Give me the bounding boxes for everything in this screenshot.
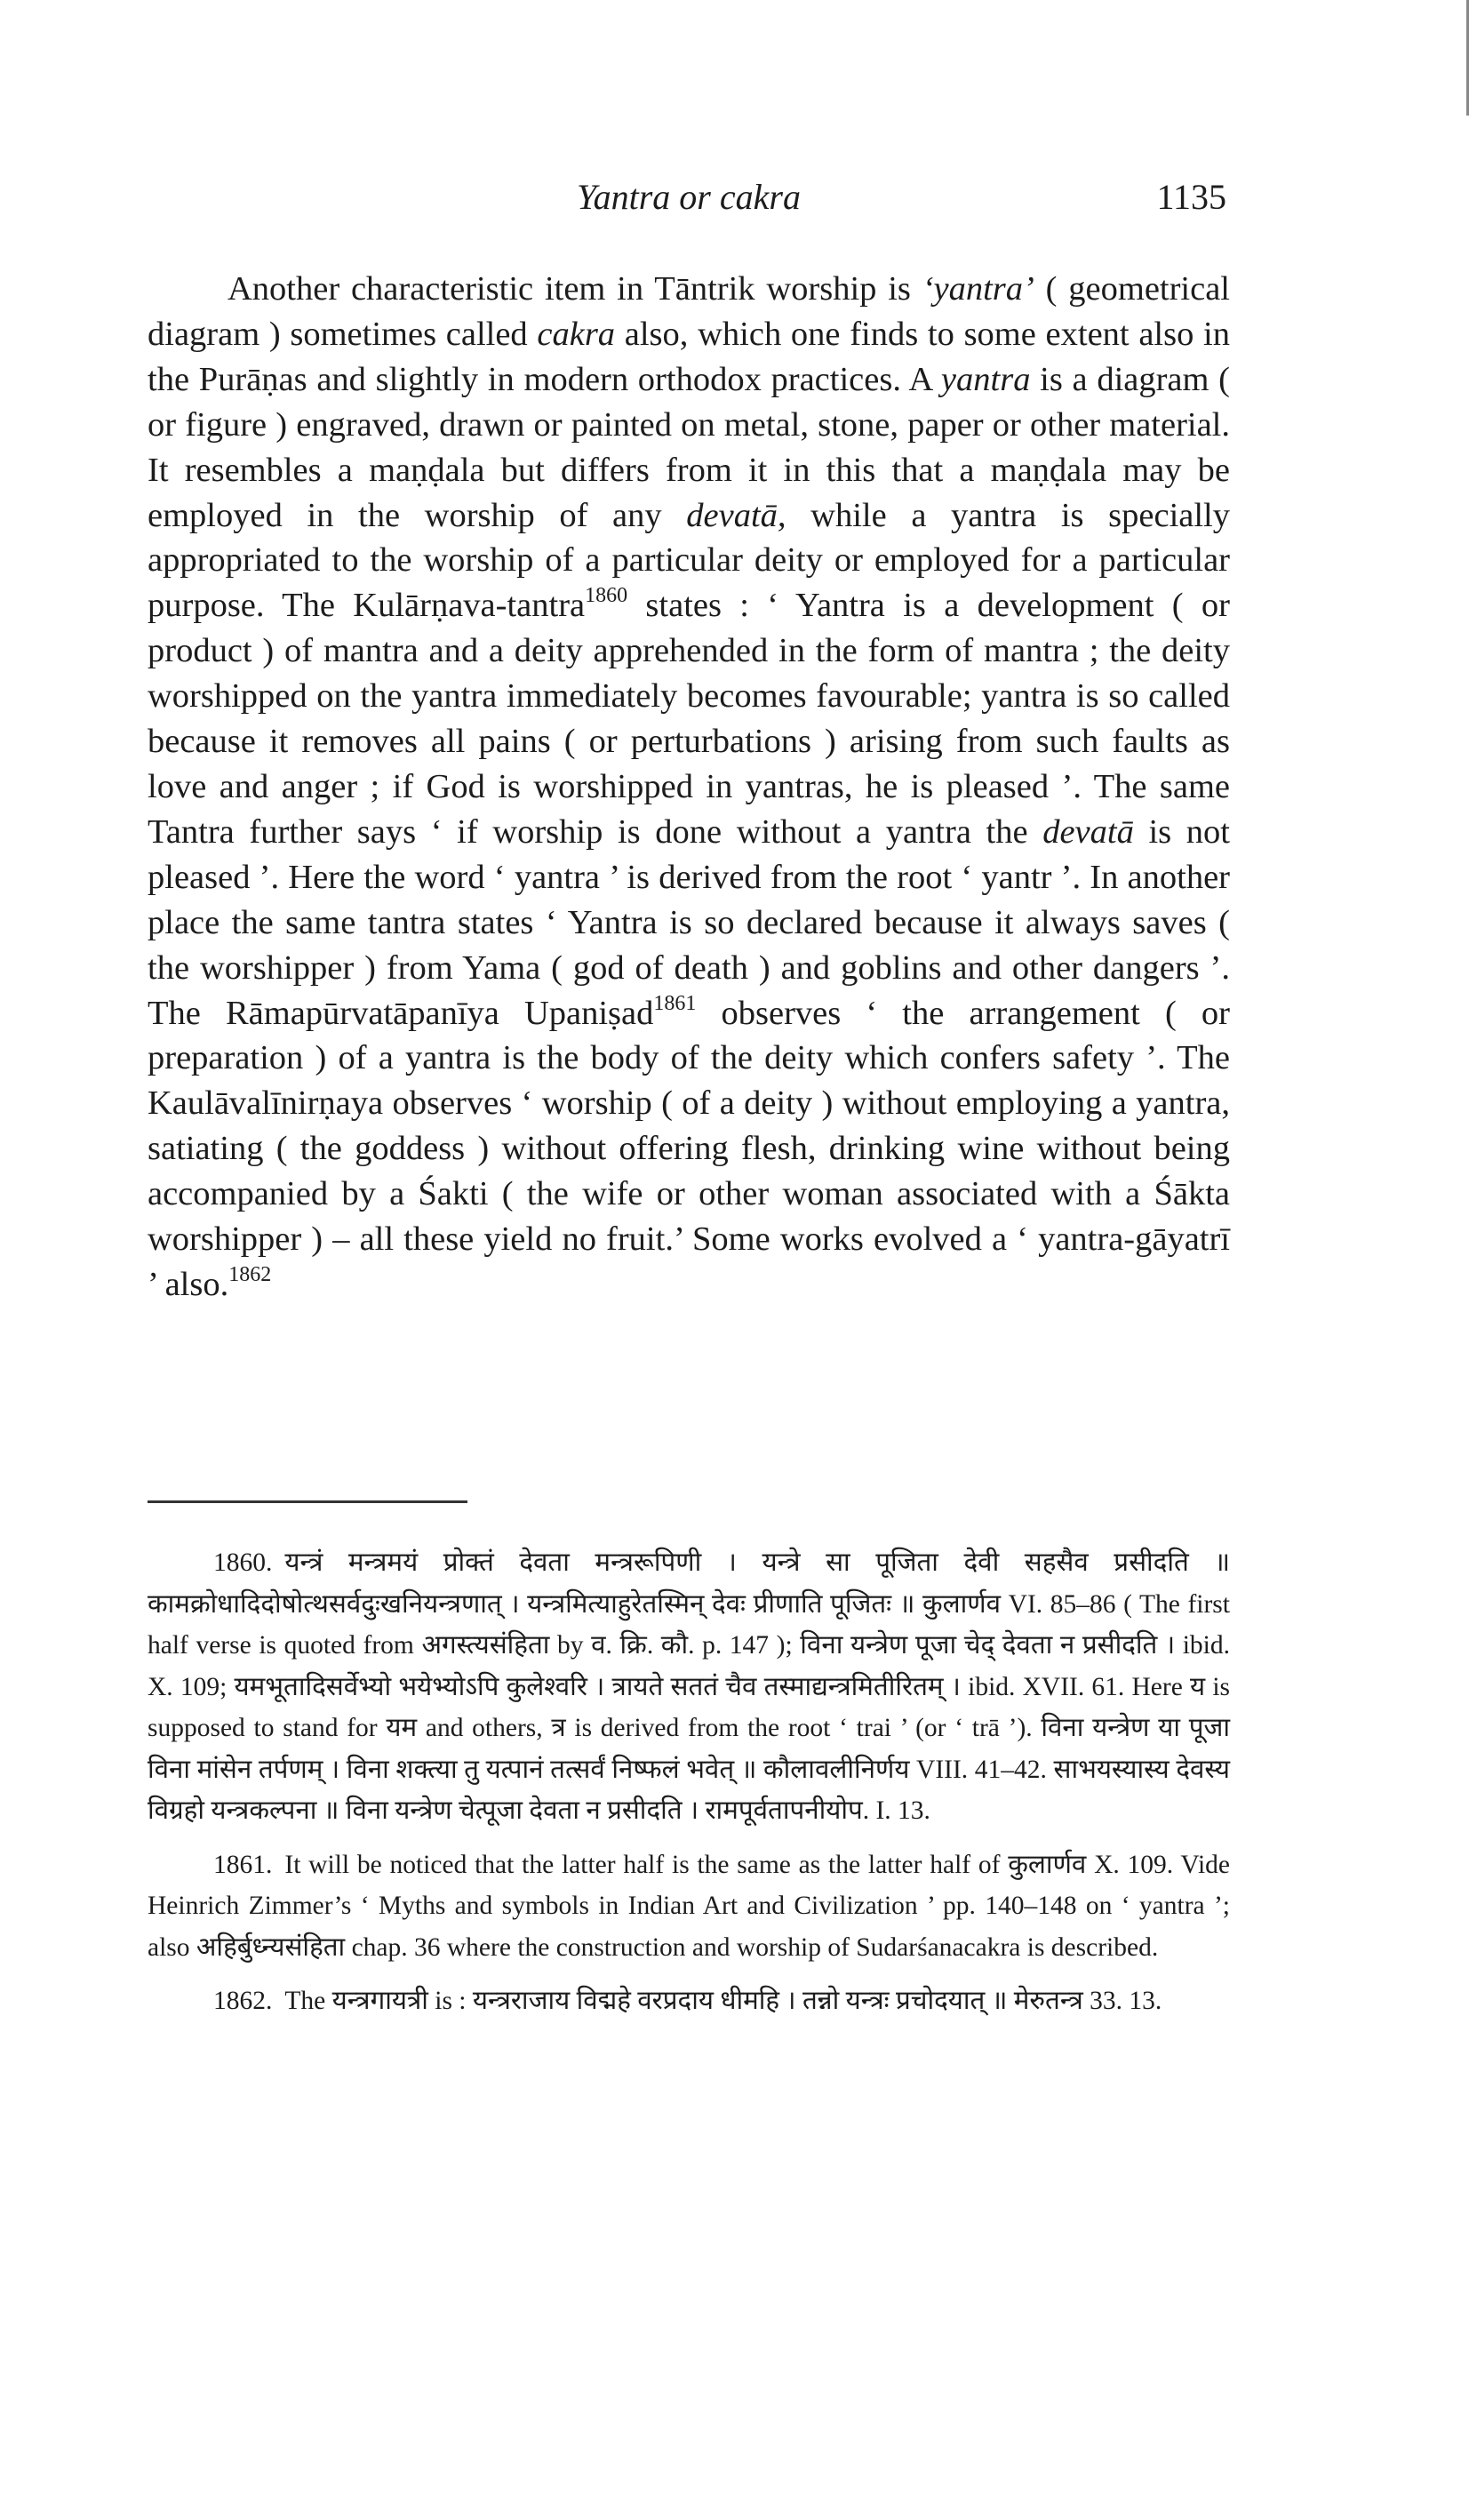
footnote-1862	[148, 1980, 1230, 2022]
text-segment: also, which one finds to some extent also in the Purāṇas and slightly in modern orthodox practices. A	[148, 315, 1230, 398]
text-segment: is not pleased ’. Here the word ‘ yantra ’ is derived from the root ‘ yantr ’. In another place the same tantra states ‘ Yantra is so declared because it always saves ( the worshipper ) from Yama ( god of death ) and goblins and other dangers ’. The Rāmapūrvatāpanīya Upaniṣad	[148, 812, 1230, 1032]
footnote-ref-1860[interactable]: 1860	[585, 584, 628, 608]
page-header	[151, 176, 1226, 229]
footnote-ref-1862[interactable]: 1862	[228, 1262, 272, 1286]
footnote-separator	[148, 1500, 467, 1503]
term-devata: devatā,	[686, 496, 786, 534]
footnote-1861	[148, 1844, 1230, 1969]
text-segment: while a yantra is specially appropriated to the worship of a particular deity or employed for a particular purpose. The Kulārṇava-tantra	[148, 496, 1230, 625]
footnote-number: 1862.	[213, 1987, 273, 2015]
footnote-text: यन्त्रं मन्त्रमयं प्रोक्तं देवता मन्त्ररूपिणी । यन्त्रे सा पूजिता देवी सहसैव प्रसीदति ॥ कामक्रोधादिदोषोत्थसर्वदुःखनियन्त्रणात् । यन्त्रमित्याहुरेतस्मिन् देवः प्रीणाति पूजितः ॥ कुलार्णव VI. 85–86 ( The first half verse is quoted from अगस्त्यसंहिता by व. क्रि. कौ. p. 147 ); विना यन्त्रेण पूजा चेद् देवता न प्रसीदति । ibid. X. 109; यमभूतादिसर्वेभ्यो भयेभ्योऽपि कुलेश्वरि । त्रायते सततं चैव तस्माद्यन्त्रमितीरितम् । ibid. XVII. 61. Here य is supposed to stand for यम and others, त्र is derived from the root ‘ trai ’ (or ‘ trā ’). विना यन्त्रेण या पूजा विना मांसेन तर्पणम् । विना शक्त्या तु यत्पानं तत्सर्वं निष्फलं भवेत् ॥ कौलावलीनिर्णय VIII. 41–42. साभयस्यास्य देवस्य विग्रहो यन्त्रकल्पना ॥ विना यन्त्रेण चेत्पूजा देवता न प्रसीदति । रामपूर्वतापनीयोप. I. 13.	[148, 1548, 1230, 1825]
footnote-text: It will be noticed that the latter half is the same as the latter half of कुलार्णव X. 109. Vide Heinrich Zimmer’s ‘ Myths and symbols in Indian Art and Civilization ’ pp. 140–148 on ‘ yantra ’; also अहिर्बुध्न्यसंहिता chap. 36 where the construction and worship of Sudarśanacakra is described.	[148, 1850, 1230, 1962]
footnote-ref-1861[interactable]: 1861	[653, 991, 697, 1015]
text-segment: states : ‘ Yantra is a development ( or product ) of mantra and a deity apprehended in the form of mantra ; the deity worshipped on the yantra immediately becomes favourable; yantra is so called because it removes all pains ( or perturbations ) arising from such faults as love and anger ; if God is worshipped in yantras, he is pleased ’. The same Tantra further says ‘ if worship is done without a yantra the	[148, 587, 1230, 851]
main-paragraph	[148, 267, 1230, 1308]
footnote-number: 1860.	[213, 1548, 273, 1577]
footnotes	[148, 1542, 1230, 2035]
footnote-number: 1861.	[213, 1850, 273, 1879]
text-segment: observes ‘ the arrangement ( or preparation ) of a yantra is the body of the deity which confers safety ’. The Kaulāvalīnirṇaya observes ‘ worship ( of a deity ) without employing a yantra, satiating ( the goddess ) without offering flesh, drinking wine without being accompanied by a Śakti ( the wife or other woman associated with a Śākta worshipper ) – all these yield no fruit.’ Some works evolved a ‘ yantra-gāyatrī ’ also.	[148, 994, 1230, 1303]
page-number: 1135	[1156, 177, 1226, 217]
term-cakra: cakra	[537, 315, 616, 353]
text-segment: Another characteristic item in Tāntrik worship is	[228, 270, 922, 308]
text-segment: is a diagram ( or figure ) engraved, drawn or painted on metal, stone, paper or other material. It resembles a maṇḍala but differs from it in this that a maṇḍala may be employed in the worship of any	[148, 360, 1230, 534]
text-segment: ( geometrical diagram ) sometimes called	[148, 270, 1230, 353]
term-devata: devatā	[1042, 812, 1134, 851]
footnote-text: The यन्त्रगायत्री is : यन्त्रराजाय विद्महे वरप्रदाय धीमहि । तन्नो यन्त्रः प्रचोदयात् ॥ मेरुतन्त्र 33. 13.	[284, 1987, 1162, 2015]
footnote-1860	[148, 1542, 1230, 1832]
term-yantra: yantra	[940, 360, 1031, 398]
term-yantra: ‘yantra’	[922, 270, 1034, 308]
running-title: Yantra or cakra	[577, 177, 801, 217]
